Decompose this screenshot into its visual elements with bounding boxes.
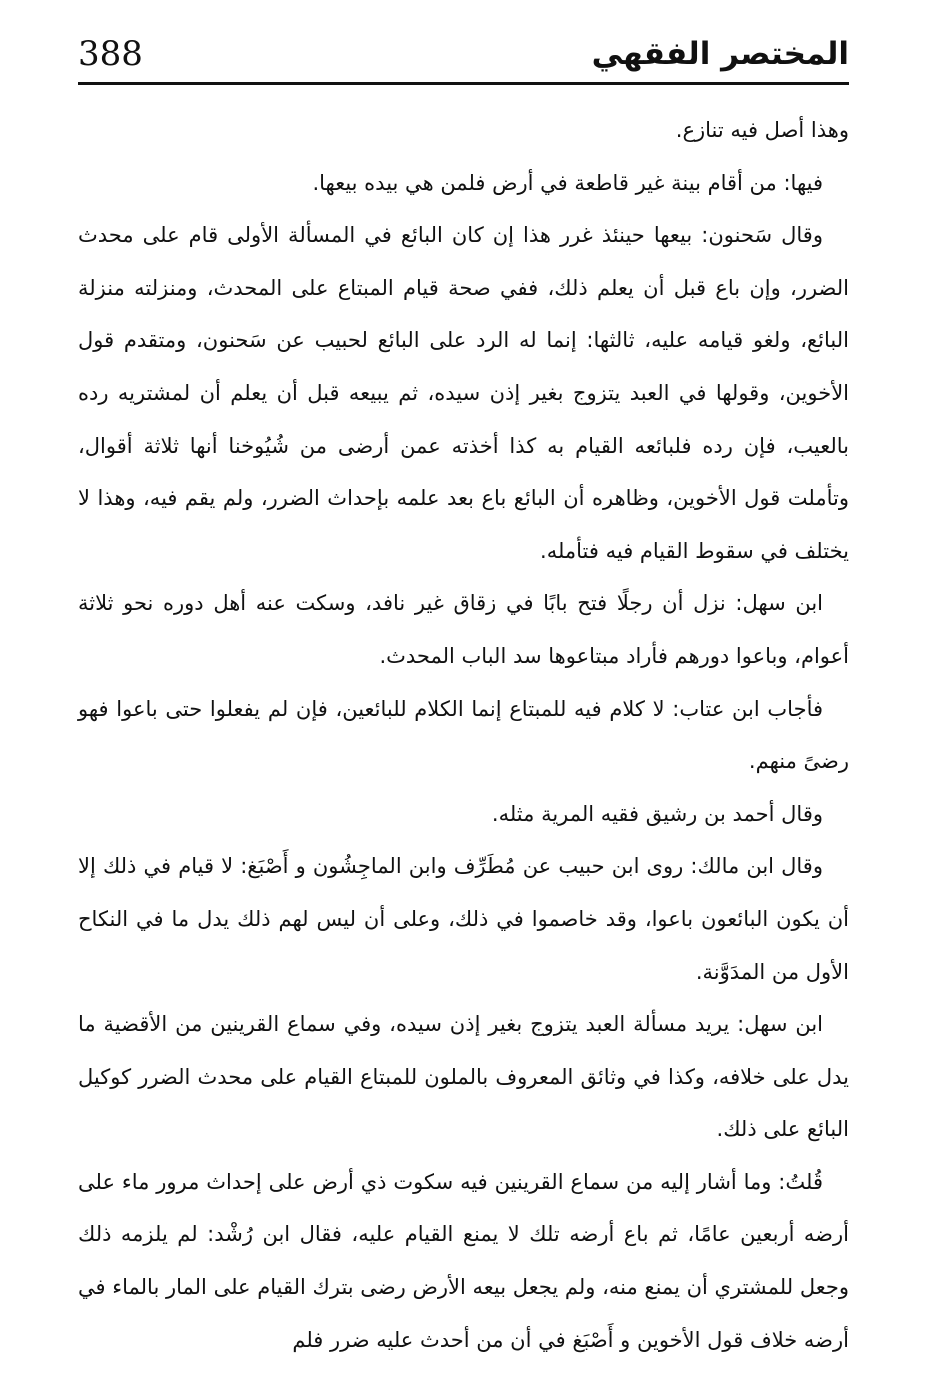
header-divider — [78, 82, 849, 85]
paragraph-7: وقال ابن مالك: روى ابن حبيب عن مُطَرِّف وابن الماجِشُون و أَصْبَغ: لا قيام في ذلك إلا أن يكون البائعون باعوا، وقد خاصموا في ذلك، وعلى أن ليس لهم ذلك يدل ما في النكاح الأول من المدَوَّنة. — [78, 854, 849, 984]
paragraph-1: وهذا أصل فيه تنازع. — [675, 118, 849, 142]
paragraph-3: وقال سَحنون: بيعها حينئذ غرر هذا إن كان البائع في المسألة الأولى قام على محدث الضرر، وإن باع قبل أن يعلم ذلك، ففي صحة قيام المبتاع على المحدث، ومنزلته منزلة البائع، ولغو قيامه عليه، ثالثها: إنما له الرد على البائع لحبيب عن سَحنون، ومتقدم قول الأخوين، وقولها في العبد يتزوج بغير إذن سيده، ثم يبيعه قبل أن يعلم أن لمشتريه رده بالعيب، فإن رده فلبائعه القيام به كذا أخذته عمن أرضى من شُيُوخنا أنها ثلاثة أقوال، وتأملت قول الأخوين، وظاهره أن البائع باع بعد علمه بإحداث الضرر، ولم يقم فيه، وهذا لا يختلف في سقوط القيام فيه فتأمله. — [78, 223, 849, 563]
paragraph-8: ابن سهل: يريد مسألة العبد يتزوج بغير إذن سيده، وفي سماع القرينين من الأقضية ما يدل على خلافه، وكذا في وثائق المعروف بالملون للمبتاع القيام على محدث الضرر كوكيل البائع على ذلك. — [78, 1012, 849, 1142]
page-header — [78, 32, 849, 86]
page-body — [78, 104, 849, 1366]
paragraph-2: فيها: من أقام بينة غير قاطعة في أرض فلمن هي بيده بيعها. — [312, 170, 823, 195]
page-number: 388 — [78, 34, 143, 74]
paragraph-9: قُلتُ: وما أشار إليه من سماع القرينين فيه سكوت ذي أرض على إحداث مرور ماء على أرضه أربعين عامًا، ثم باع أرضه تلك لا يمنع القيام عليه، فقال ابن رُشْد: لم يلزمه ذلك وجعل للمشتري أن يمنع منه، ولم يجعل بيعه الأرض رضى بترك القيام على المار بالماء في أرضه خلاف قول الأخوين و أَصْبَغ في أن من أحدث عليه ضرر فلم — [78, 1169, 849, 1352]
paragraph-5: فأجاب ابن عتاب: لا كلام فيه للمبتاع إنما الكلام للبائعين، فإن لم يفعلوا حتى باعوا فهو رضىً منهم. — [78, 696, 849, 774]
paragraph-6: وقال أحمد بن رشيق فقيه المرية مثله. — [491, 801, 823, 826]
book-title: المختصر الفقهي — [591, 36, 849, 72]
paragraph-4: ابن سهل: نزل أن رجلًا فتح بابًا في زقاق غير نافد، وسكت عنه أهل دوره نحو ثلاثة أعوام، وباعوا دورهم فأراد مبتاعوها سد الباب المحدث. — [78, 591, 849, 668]
